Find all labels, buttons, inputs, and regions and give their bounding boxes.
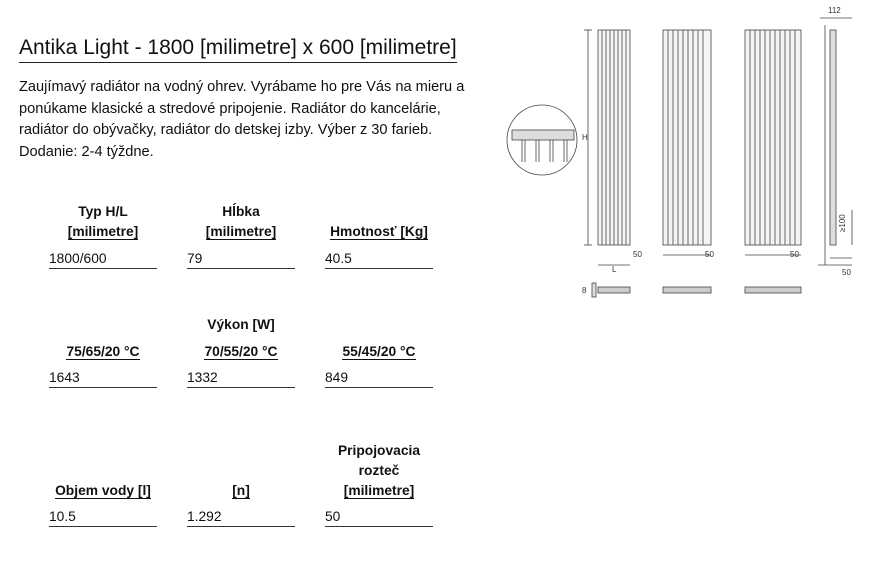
- page-title: Antika Light - 1800 [milimetre] x 600 [milimetre]: [19, 36, 457, 63]
- description-line: Dodanie: 2-4 týždne.: [19, 143, 154, 160]
- spec-header-line: [milimetre]: [67, 224, 139, 239]
- spec-header-line: 70/55/20 °C: [204, 344, 278, 359]
- spec-header-line: rozteč: [358, 463, 400, 478]
- drawing-label: ≥100: [838, 214, 847, 232]
- spec-value: 10.5: [49, 509, 157, 527]
- spec-header-line: Objem vody [l]: [55, 483, 151, 498]
- drawing-label: L: [612, 265, 617, 274]
- spec-value: 1643: [49, 370, 157, 388]
- spec-value: 50: [325, 509, 433, 527]
- spec-value: 1332: [187, 370, 295, 388]
- drawing-label: 50: [790, 250, 799, 259]
- drawing-label: H: [582, 133, 588, 142]
- vykon-title: Výkon [W]: [207, 317, 275, 332]
- description-line: radiátor do obývačky, radiátor do detskej izby. Výber z 30 farieb.: [19, 122, 433, 138]
- spec-value: 40.5: [325, 251, 433, 269]
- spec-header-line: [milimetre]: [205, 224, 277, 239]
- spec-header-line: Hmotnosť [Kg]: [330, 224, 428, 239]
- product-description: [19, 77, 509, 163]
- drawing-label: 50: [633, 250, 642, 259]
- drawing-label: 8: [582, 286, 587, 295]
- drawing-label: 50: [705, 250, 714, 259]
- spec-header-line: Hĺbka: [222, 204, 260, 219]
- spec-header-line: Pripojovacia: [337, 443, 421, 458]
- spec-header-line: [milimetre]: [343, 483, 415, 498]
- spec-header-line: [n]: [232, 483, 250, 498]
- spec-value: 849: [325, 370, 433, 388]
- radiator-front-view: [663, 30, 711, 293]
- spec-value: 1800/600: [49, 251, 157, 269]
- radiator-front-view: [584, 30, 630, 293]
- spec-header-line: 55/45/20 °C: [342, 344, 416, 359]
- description-line: ponúkame klasické a stredové pripojenie. Radiátor do kancelárie,: [19, 100, 441, 117]
- drawing-label: 50: [842, 268, 851, 277]
- radiator-side-view: [592, 18, 852, 297]
- spec-value: 79: [187, 251, 295, 269]
- spec-header-line: 75/65/20 °C: [66, 344, 140, 359]
- spec-value: 1.292: [187, 509, 295, 527]
- description-line: Zaujímavý radiátor na vodný ohrev. Vyrábame ho pre Vás na mieru a: [19, 79, 465, 95]
- drawing-label: 112: [828, 6, 841, 15]
- technical-drawing: [500, 0, 889, 310]
- spec-header-line: Typ H/L: [78, 204, 128, 219]
